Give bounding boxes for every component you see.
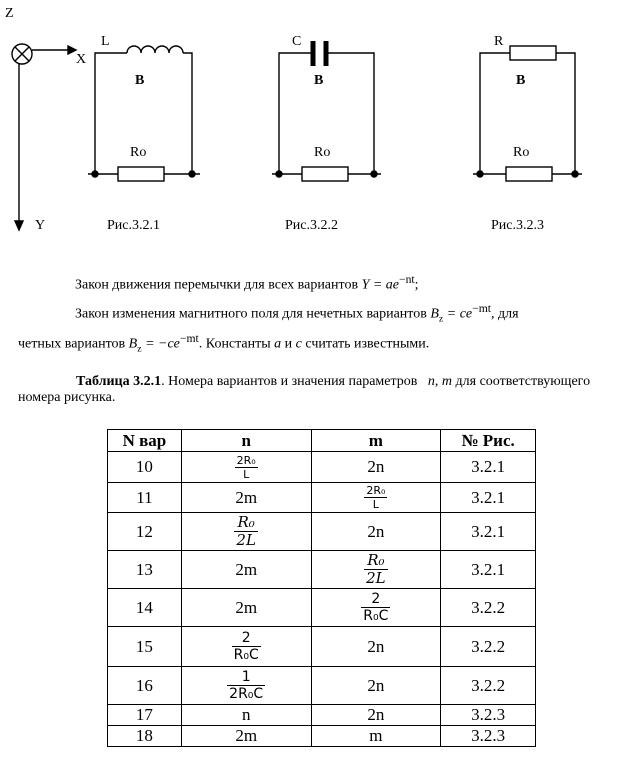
figure-caption-1: Рис.3.2.1	[107, 218, 160, 233]
y-axis-label: Y	[35, 218, 46, 233]
field-law-paragraph: Закон изменения магнитного поля для нечетных вариантов $B_z = ce^{-mt}$, для	[75, 302, 519, 325]
field-label-2: B	[314, 73, 324, 88]
fraction: $\frac{1}{\text{2R₀C}}$	[229, 669, 264, 702]
table-caption: Таблица 3.2.1. Номера вариантов и значения параметров n, m для соответствующего номера рисунка.	[18, 374, 591, 405]
table-row: 10 $\frac{\text{2R₀}}{L}$ 2n 3.2.1	[108, 452, 536, 483]
table-row: 18 2m m 3.2.3	[108, 726, 536, 747]
table-row: 12 $\frac{\text{R₀}}{2L}$ 2n 3.2.1	[108, 513, 536, 551]
table-row: 16 $\frac{1}{\text{2R₀C}}$ 2n 3.2.2	[108, 667, 536, 705]
figure-caption-3: Рис.3.2.3	[491, 218, 544, 233]
field-label-3: B	[516, 73, 526, 88]
figure-caption-2: Рис.3.2.2	[285, 218, 338, 233]
fraction: $\frac{\text{2R₀}}{L}$	[366, 484, 386, 511]
table-header-row	[108, 430, 536, 452]
resistor-icon	[302, 167, 348, 181]
resistor-icon	[118, 167, 164, 181]
z-axis-label: Z	[5, 6, 14, 21]
resistor-label-3: Ro	[513, 145, 530, 160]
resistor-r-label: R	[494, 34, 504, 49]
resistor-label-1: Ro	[130, 145, 147, 160]
field-law-paragraph-continued: четных вариантов $B_z = -ce^{-mt}$. Константы a и c считать известными.	[18, 332, 430, 355]
table-row: 11 2m $\frac{\text{2R₀}}{L}$ 3.2.1	[108, 483, 536, 513]
coordinate-axes	[12, 44, 76, 230]
header-variant: N вар	[108, 430, 182, 452]
fraction: $\frac{\text{R₀}}{2L}$	[366, 551, 386, 587]
fraction: $\frac{\text{R₀}}{2L}$	[236, 513, 256, 549]
header-m: m	[311, 430, 441, 452]
motion-law-paragraph: Закон движения перемычки для всех вариантов $Y = ae^{-nt}$;	[75, 273, 419, 293]
fraction: $\frac{2}{\text{R₀C}}$	[233, 630, 259, 663]
table-row: 13 2m $\frac{\text{R₀}}{2L}$ 3.2.1	[108, 551, 536, 589]
inductor-label: L	[101, 34, 110, 49]
table-row: 15 $\frac{2}{\text{R₀C}}$ 2n 3.2.2	[108, 627, 536, 667]
field-label-1: B	[135, 73, 145, 88]
header-n: n	[181, 430, 311, 452]
table-row: 17 n 2n 3.2.3	[108, 705, 536, 726]
fraction: $\frac{\text{2R₀}}{L}$	[236, 453, 256, 481]
resistor-icon	[506, 167, 552, 181]
header-figure: № Рис.	[441, 430, 536, 452]
resistor-r-icon	[510, 46, 556, 60]
fraction: $\frac{2}{\text{R₀C}}$	[363, 591, 389, 624]
resistor-label-2: Ro	[314, 145, 331, 160]
capacitor-label: C	[292, 34, 302, 49]
x-axis-label: X	[76, 52, 87, 67]
circuit-diagrams	[0, 0, 631, 250]
parameters-table	[107, 429, 536, 747]
inductor-icon	[127, 46, 183, 53]
table-row: 14 2m $\frac{2}{\text{R₀C}}$ 3.2.2	[108, 589, 536, 627]
